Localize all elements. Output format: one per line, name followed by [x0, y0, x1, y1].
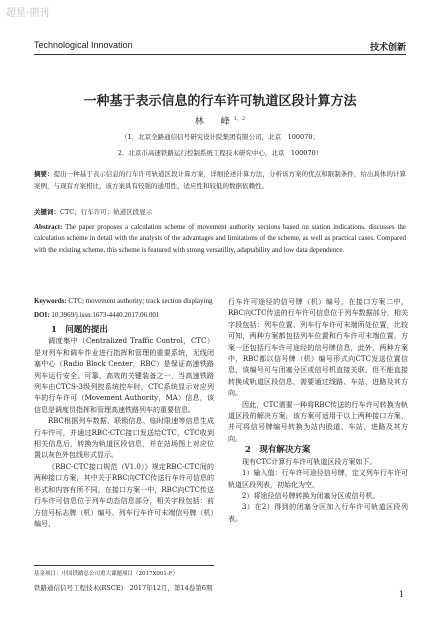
- affiliation-1: （1．北京全路通信信号研究设计院集团有限公司，北京 100070；: [121, 133, 319, 141]
- journal-footer: 铁路通信信号工程技术(RSCE) 2017年12月，第14卷第6期: [34, 584, 213, 592]
- abstract-cn: [34, 168, 406, 192]
- section-1-paragraph: RBC根据列车数据、联锁信息、临时限速等信息生成行车许可，并通过RBC-CTC接口发送给CTC，CTC收到相关信息后，转换为轨道区段信息，并在站场图上对应位置以灰色外包线形式显示。: [34, 417, 214, 460]
- section-2-paragraph: 现有CTC计算行车许可轨道区段方案如下。: [242, 457, 377, 466]
- author: [0, 114, 440, 127]
- keywords-cn-text: CTC；行车许可；轨道区段显示: [60, 208, 153, 216]
- right-column-paragraph: 因此，CTC需要一种将RBC传送的行车许可转换为轨道区段的解决方案，该方案可适用于以上两种接口方案，并可将信号牌编号转换为站内股道、车站、进路及其方向。: [228, 400, 408, 443]
- keywords-en-label: Keywords:: [34, 297, 67, 305]
- affiliation-2: 2．北京市高速铁路运行控制系统工程技术研究中心，北京 100070）: [117, 149, 323, 157]
- section-2-step: 2）将途径信号牌转换为闭塞分区或信号机。: [242, 491, 380, 500]
- section-2-step: 1）输入值：行车许可途径信号牌，定义列车行车许可轨道区段列表，初始化为空。: [228, 469, 408, 489]
- abstract-cn-text: 提出一种基于表示信息的行车许可轨道区段计算方案，详细论述计算方法，分析该方案的优点和限制条件，给出具体的计算案例，与现有方案相比，该方案具有较强的通用性、适应性和较低的数据依赖性。: [34, 170, 407, 190]
- abstract-cn-label: 摘要：: [34, 170, 54, 178]
- abstract-en-label: Abstract:: [34, 223, 63, 231]
- left-column: [34, 325, 214, 530]
- section-1-paragraph: 调度集中（Centralized Traffic Control，CTC）是对列车和调车作业进行指挥和管理的重要系统，无线闭塞中心（Radio Block Center，RBC）是保证高速铁路列车运行安全、可靠、高效的关键装备之一，当高速铁路列车由CTCS-3级列控系统控车时，CTC系统显示对应列车的行车许可（Movement Authority，MA）信息，该信息是调度员指挥和管理高速铁路列车的重要信息。: [34, 337, 214, 414]
- author-sup: 1，2: [233, 116, 246, 122]
- doi-text: 10.3969/j.issn.1673-4440.2017.06.001: [49, 311, 160, 319]
- keywords-cn: [34, 207, 406, 216]
- header-right: 技术创新: [369, 42, 406, 52]
- author-name: 林 峰: [194, 117, 234, 127]
- section-2-heading: 2 现有解决方案: [245, 445, 311, 456]
- paper-title: 一种基于表示信息的行车许可轨道区段计算方法: [83, 94, 357, 109]
- doi-label: DOI:: [34, 311, 50, 319]
- section-1-paragraph: 《RBC-CTC接口规范（V1.0）》规定RBC-CTC间的两种接口方案，其中关于RBC向CTC传送行车许可信息的形式和内容有所不同，在接口方案一中，RBC向CTC传送行车许可信息位于列车动态信息部分，相关字段包括：前方信号标志牌（机）编号、列车行车许可末端信号牌（机）编号、: [34, 462, 214, 528]
- abstract-en: [34, 222, 406, 256]
- keywords-en-text: CTC; movement authority; track section displaying: [66, 297, 213, 305]
- abstract-en-text: The paper proposes a calculation scheme of movement authority sections based on station indications, discusses the calculation scheme in detail with the analysis of the advantages and limitations of the scheme, as well as practical cases. Compared with the existing scheme, this scheme is featured with strong versatility, adaptability and low data dependence.: [34, 223, 406, 254]
- page-number: 1: [398, 590, 404, 599]
- keywords-cn-label: 关键词：: [34, 208, 60, 216]
- header-left: Technological Innovation: [34, 40, 133, 50]
- section-1-heading: 1 问题的提出: [51, 325, 108, 335]
- right-column-paragraph: 行车许可途径的信号牌（机）编号，在接口方案二中，RBC向CTC传送的行车许可信息位于列车数据部分，相关字段包括：列车位置、列车行车许可末端所处位置，比较可知，两种方案都包括列车位置和行车许可末端位置，方案一还包括行车许可途经的信号牌信息，此外，两种方案中，RBC都以信号牌（机）编号形式向CTC发送位置信息，该编号可与闭塞分区或信号机直接关联，但不能直接转换成轨道区段信息，需要通过线路、车站、进路及其方向。: [228, 298, 408, 398]
- running-header: [34, 38, 406, 55]
- section-2-step: 3）在2）得到的闭塞分区加入行车许可轨道区段列表。: [228, 503, 408, 523]
- right-column: [228, 297, 408, 525]
- watermark: 超星·期刊: [6, 8, 50, 19]
- funding-note: 基金项目：中国铁路总公司重大课题项目（2017X001-F）: [34, 565, 214, 577]
